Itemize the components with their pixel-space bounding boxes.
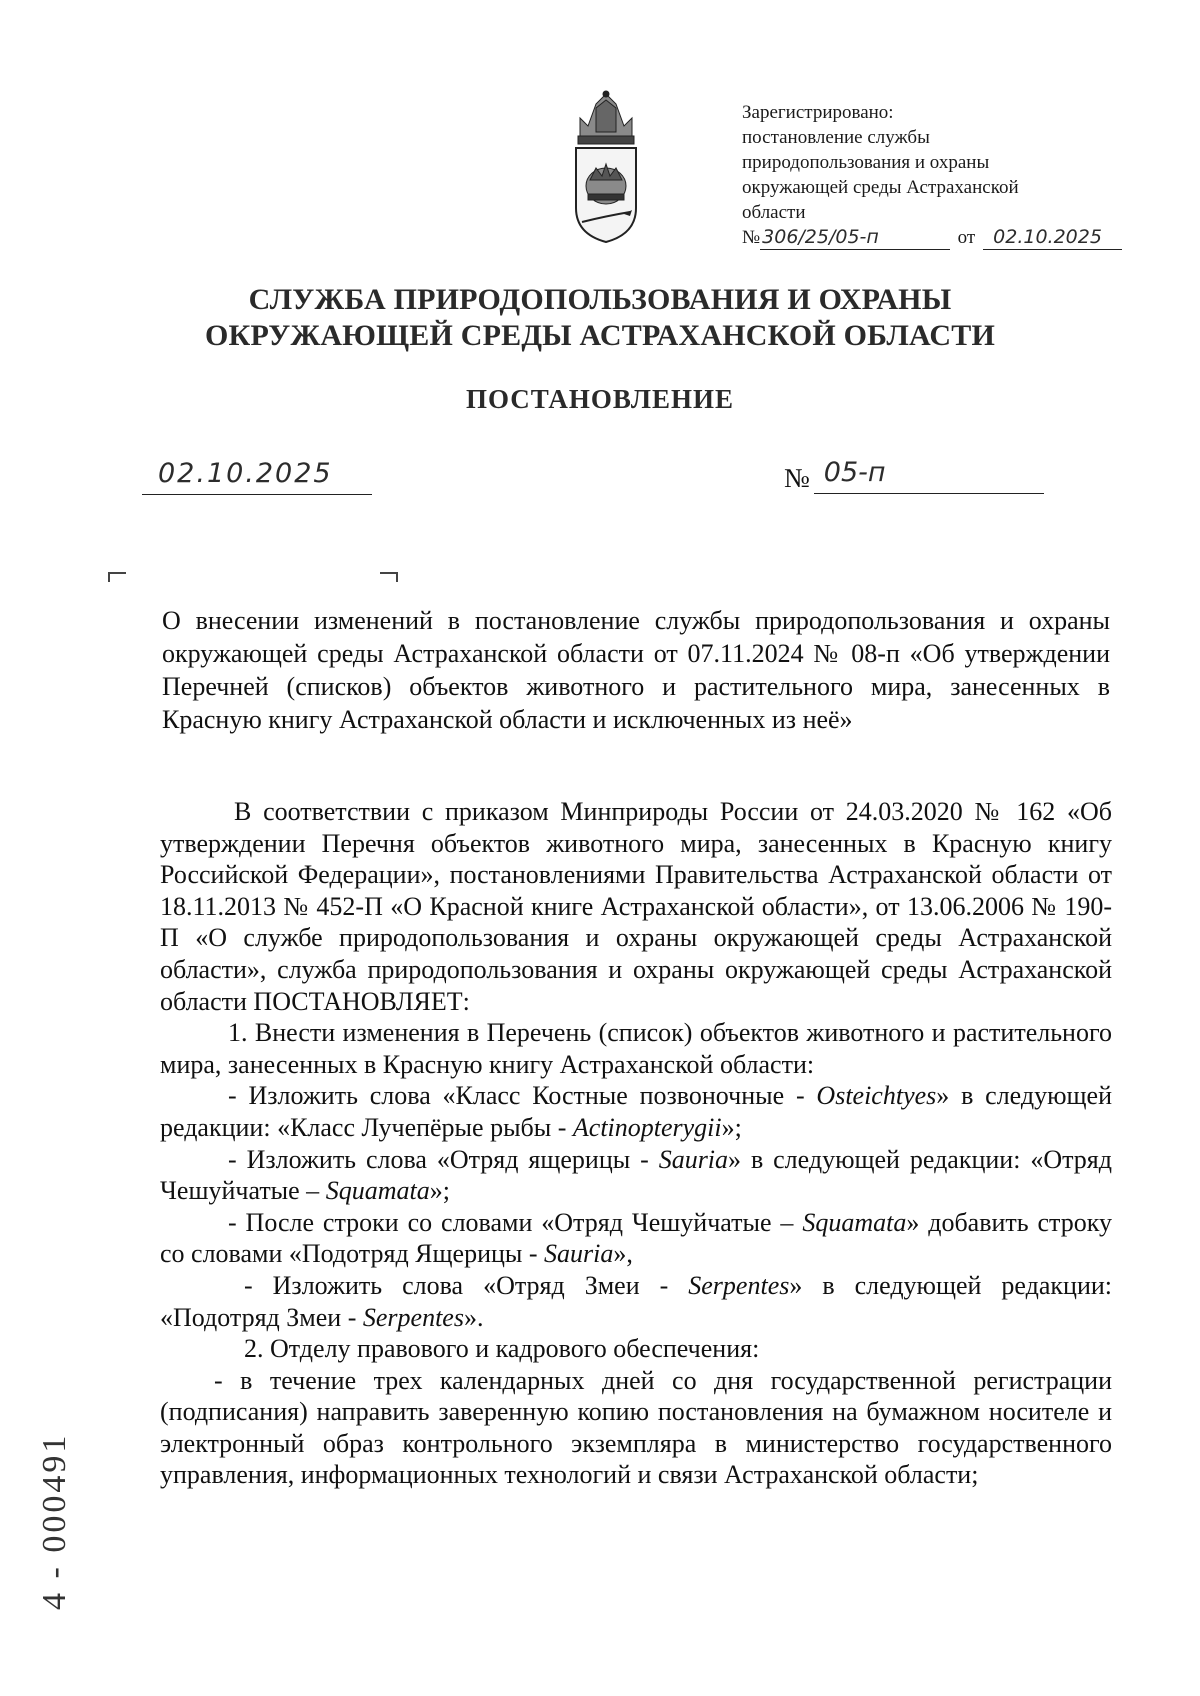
- latin-name: Actinopterygii: [572, 1112, 722, 1142]
- text-run: » в следующей редакции: «Отряд Чешуйчатые –: [160, 1144, 1112, 1206]
- text-run: - После строки со словами «Отряд Чешуйчатые –: [228, 1207, 803, 1237]
- document-body: [160, 796, 1112, 1491]
- text-run: » добавить строку со словами «Подотряд Ящерицы -: [160, 1207, 1112, 1269]
- agency-name-line: ОКРУЖАЮЩЕЙ СРЕДЫ АСТРАХАНСКОЙ ОБЛАСТИ: [204, 319, 996, 352]
- text-run: » в следующей редакции: «Класс Лучепёрые рыбы -: [160, 1081, 1112, 1142]
- document-date-value: 02.10.2025: [158, 458, 333, 489]
- latin-name: Serpentes: [362, 1302, 464, 1332]
- body-paragraph: - в течение трех календарных дней со дня государственной регистрации (подписания) направить заверенную копию постановления на бумажном носителе и электронный образ контрольного экземпляра в министерство государственного управления, информационных технологий и связи Астраханской области;: [160, 1365, 1112, 1490]
- registration-line: области: [742, 202, 806, 223]
- body-paragraph: 2. Отделу правового и кадрового обеспечения:: [244, 1334, 760, 1364]
- text-run: » в следующей редакции: «Подотряд Змеи -: [160, 1270, 1112, 1332]
- registration-number-value: 306/25/05-п: [762, 226, 879, 248]
- latin-name: Sauria: [544, 1239, 614, 1269]
- coat-of-arms-icon: [566, 88, 646, 246]
- document-number-field: [814, 457, 1044, 494]
- document-date-field: [142, 458, 372, 495]
- subject-bracket-right: [380, 572, 398, 582]
- latin-name: Serpentes: [688, 1270, 790, 1300]
- registration-line: Зарегистрировано:: [742, 102, 894, 123]
- registration-date-label: от: [957, 227, 976, 248]
- latin-name: Sauria: [658, 1144, 729, 1174]
- body-paragraph: [160, 1270, 1112, 1333]
- document-number-value: 05-п: [823, 457, 886, 488]
- registration-number-field: [760, 225, 949, 250]
- text-run: »;: [721, 1112, 742, 1142]
- registration-number-row: [742, 225, 1122, 250]
- agency-name-line: СЛУЖБА ПРИРОДОПОЛЬЗОВАНИЯ И ОХРАНЫ: [248, 283, 952, 316]
- latin-name: Squamata: [325, 1176, 430, 1206]
- registration-line: постановление службы: [742, 127, 930, 148]
- text-run: »;: [429, 1176, 450, 1206]
- body-paragraph: 1. Внести изменения в Перечень (список) объектов животного и растительного мира, занесенных в Красную книгу Астраханской области:: [160, 1018, 1112, 1079]
- side-serial-stamp: 4 - 000491: [36, 1432, 73, 1610]
- registration-line: природопользования и охраны: [742, 152, 990, 173]
- latin-name: Osteichtyes: [816, 1081, 937, 1111]
- text-run: - Изложить слова «Отряд ящерицы -: [228, 1144, 659, 1174]
- latin-name: Squamata: [802, 1207, 907, 1237]
- registration-line: окружающей среды Астраханской: [742, 177, 1019, 198]
- agency-name: [0, 282, 1200, 354]
- text-run: - Изложить слова «Отряд Змеи -: [244, 1270, 689, 1300]
- registration-date-value: 02.10.2025: [993, 226, 1102, 248]
- document-number-row: [784, 458, 1044, 494]
- registration-date-field: [983, 225, 1122, 250]
- text-run: »,: [613, 1239, 633, 1269]
- body-paragraph: [160, 1144, 1112, 1207]
- body-paragraph: [160, 1080, 1112, 1143]
- registration-stamp: [742, 100, 1122, 250]
- subject-bracket-left: [108, 572, 126, 582]
- body-paragraph: [160, 1207, 1112, 1270]
- document-type: ПОСТАНОВЛЕНИЕ: [465, 384, 735, 414]
- document-number-label: №: [784, 463, 810, 493]
- registration-number-label: №: [742, 227, 761, 248]
- text-run: ».: [463, 1302, 484, 1332]
- body-paragraph: В соответствии с приказом Минприроды России от 24.03.2020 № 162 «Об утверждении Перечня объектов животного мира, занесенных в Красную книгу Российской Федерации», постановлениями Правительства Астраханской области от 18.11.2013 № 452-П «О Красной книге Астраханской области», от 13.06.2006 № 190-П «О службе природопользования и охраны окружающей среды Астраханской области», служба природопользования и охраны окружающей среды Астраханской области ПОСТАНОВЛЯЕТ:: [160, 797, 1112, 1016]
- text-run: - Изложить слова «Класс Костные позвоночные -: [228, 1081, 817, 1111]
- document-subject: О внесении изменений в постановление службы природопользования и охраны окружающей среды Астраханской области от 07.11.2024 № 08-п «Об утверждении Перечней (списков) объектов животного и растительного мира, занесенных в Красную книгу Астраханской области и исключенных из неё»: [162, 606, 1110, 734]
